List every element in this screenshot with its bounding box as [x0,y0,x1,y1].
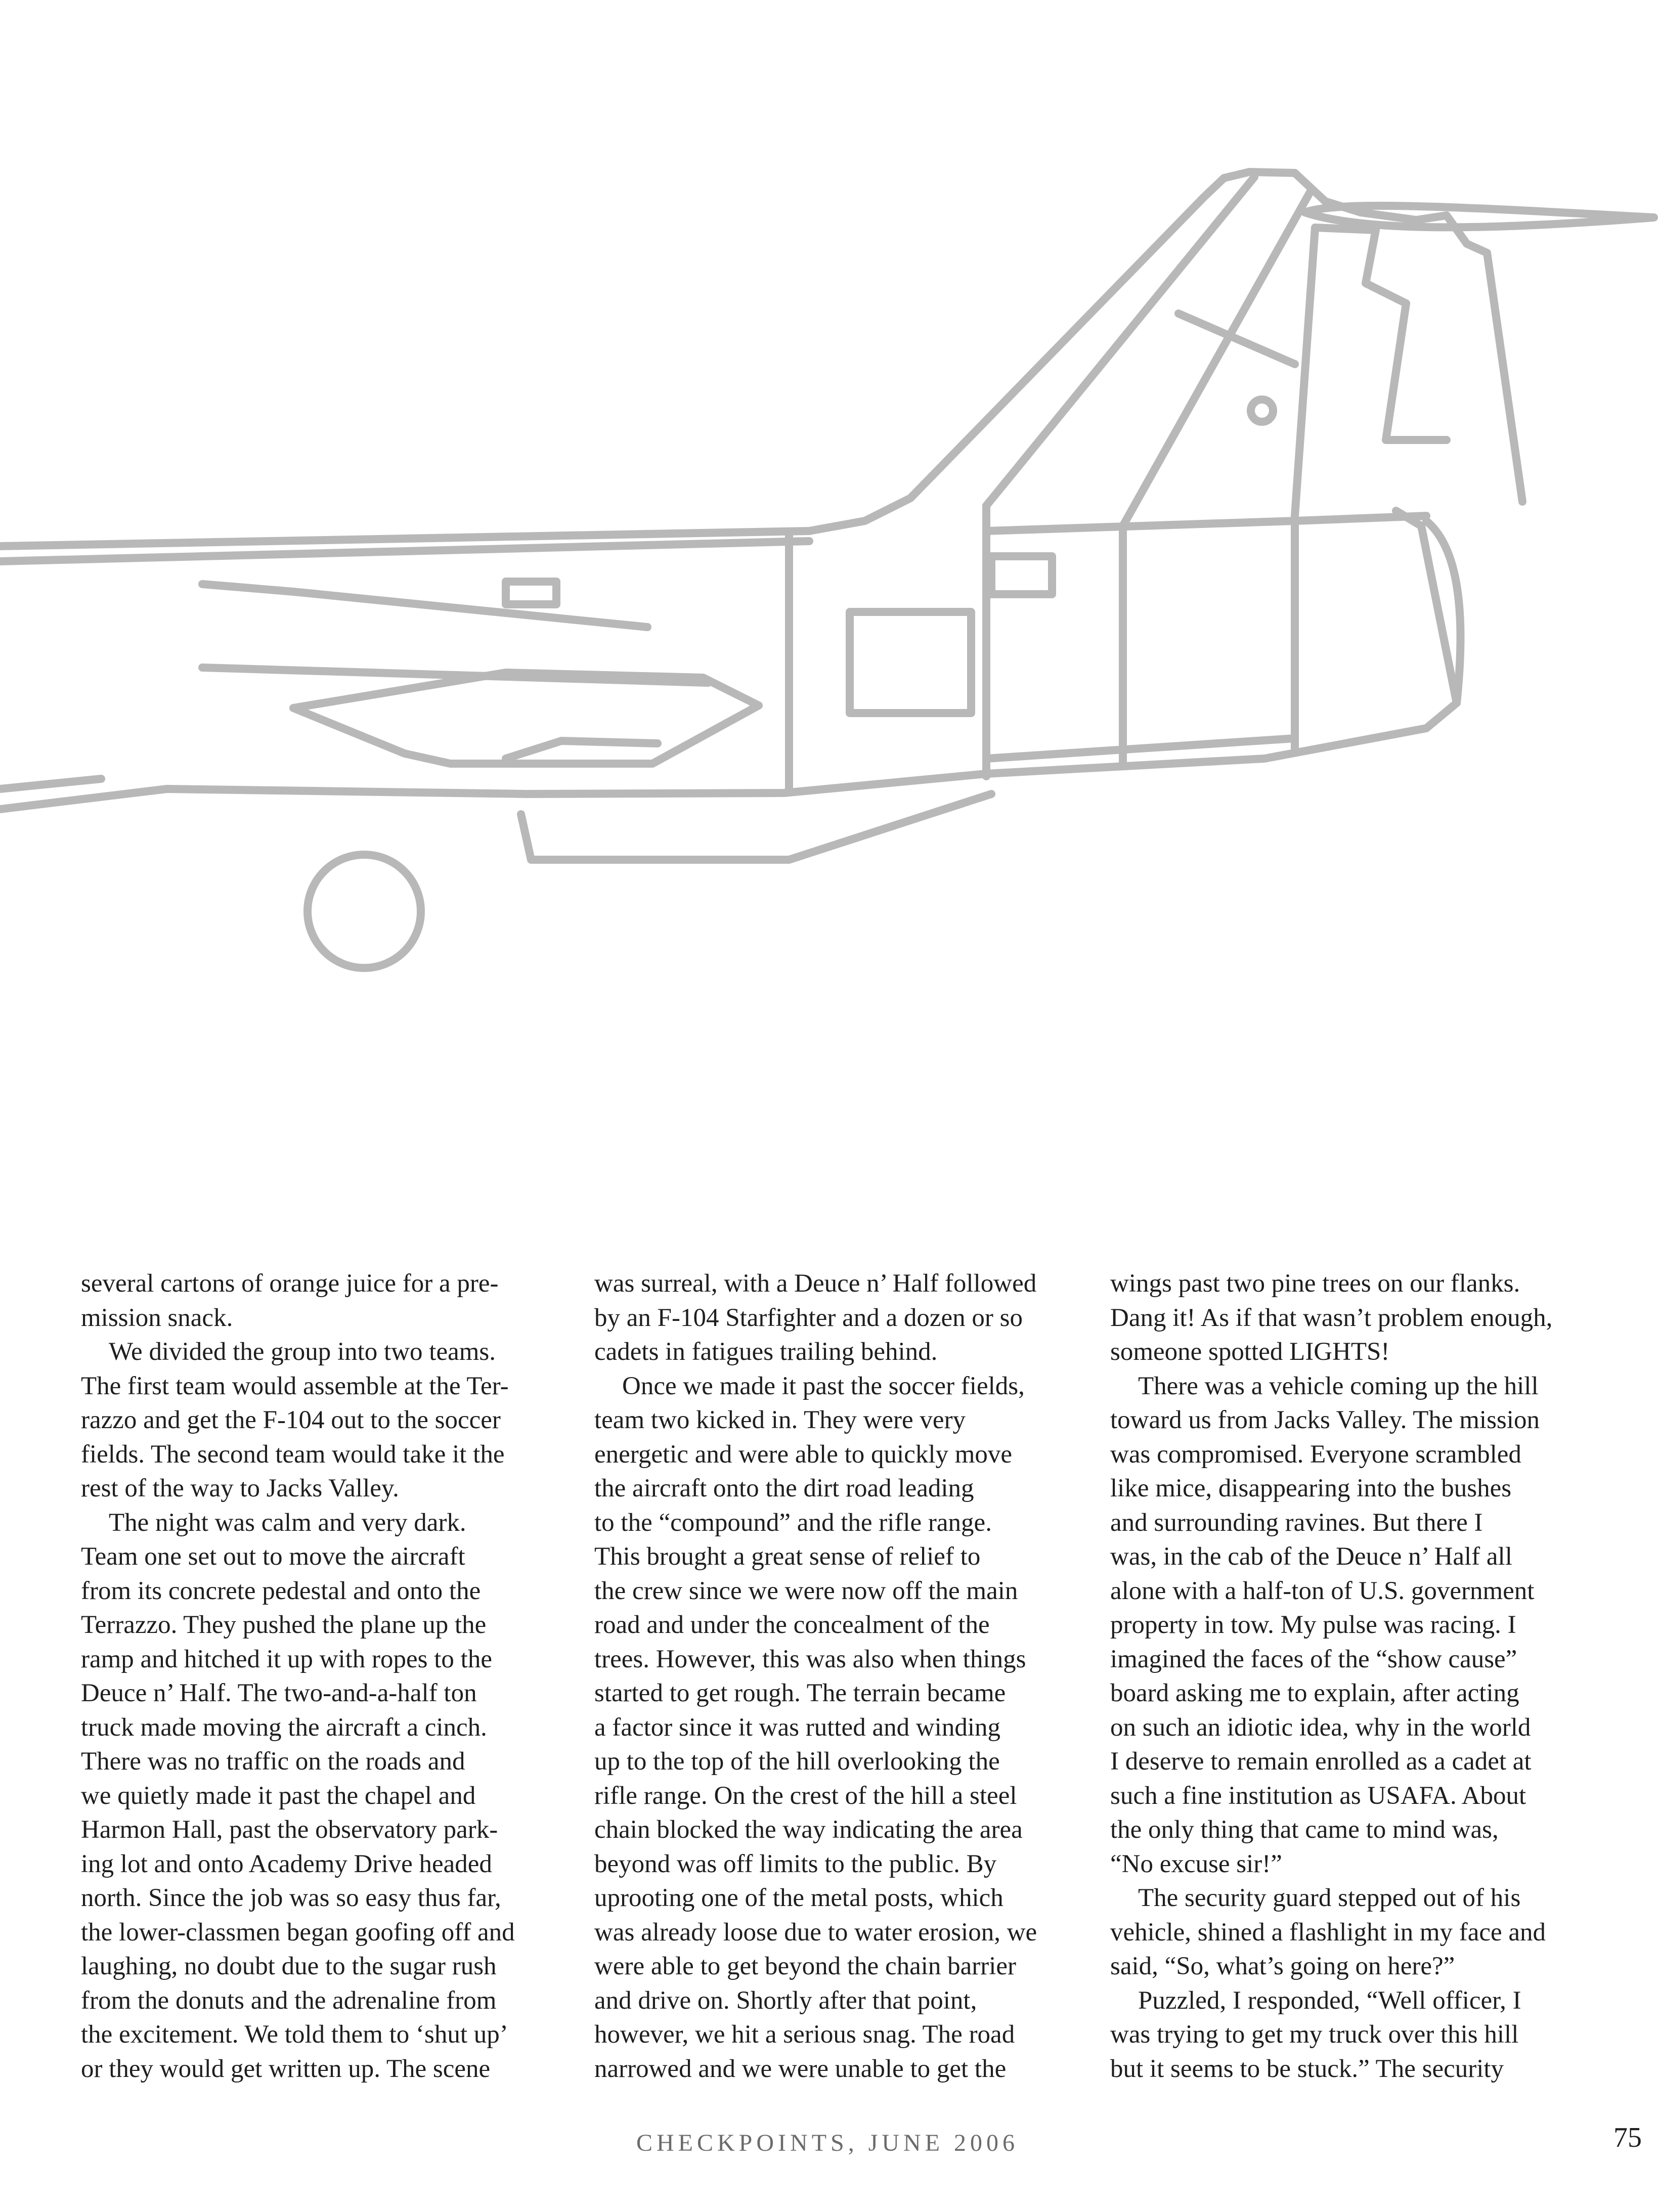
text-line: beyond was off limits to the public. By [594,1849,997,1878]
text-line: was compromised. Everyone scrambled [1110,1440,1521,1469]
text-line: There was no traffic on the roads and [81,1747,465,1776]
text-line: by an F-104 Starfighter and a dozen or so [594,1303,1023,1332]
text-line: “No excuse sir!” [1110,1849,1282,1878]
text-line: road and under the concealment of the [594,1611,990,1639]
text-line: toward us from Jacks Valley. The mission [1110,1406,1540,1434]
text-line: energetic and were able to quickly move [594,1440,1013,1469]
horizontal-stabilizer [1305,206,1654,228]
text-line: uprooting one of the metal posts, which [594,1884,1003,1912]
access-hatch-2 [991,556,1052,594]
text-line: was trying to get my truck over this hill [1110,2020,1519,2049]
text-line: up to the top of the hill overlooking the [594,1747,1000,1776]
text-line: a factor since it was rutted and winding [594,1713,1001,1742]
text-line: ing lot and onto Academy Drive headed [81,1849,492,1878]
text-line: truck made moving the aircraft a cinch. [81,1713,487,1742]
text-line: razzo and get the F-104 out to the soccer [81,1406,501,1434]
text-line: but it seems to be stuck.” The security [1110,2054,1504,2083]
text-line: mission snack. [81,1303,233,1332]
text-line: wings past two pine trees on our flanks. [1110,1269,1520,1298]
text-line: chain blocked the way indicating the area [594,1816,1023,1844]
exhaust-nozzle [1426,521,1461,703]
text-line: The security guard stepped out of his [1138,1884,1521,1912]
fin-line-1 [986,177,1254,506]
text-line: was, in the cab of the Deuce n’ Half all [1110,1542,1512,1571]
text-line: north. Since the job was so easy thus far, [81,1884,501,1912]
text-line: The night was calm and very dark. [109,1508,466,1537]
text-line: such a fine institution as USAFA. About [1110,1781,1526,1810]
text-line: laughing, no doubt due to the sugar rush [81,1952,497,1980]
text-line: rifle range. On the crest of the hill a steel [594,1781,1017,1810]
text-line: board asking me to explain, after acting [1110,1679,1519,1707]
text-line: to the “compound” and the rifle range. [594,1508,992,1537]
text-line: and surrounding ravines. But there I [1110,1508,1483,1537]
text-line: There was a vehicle coming up the hill [1138,1372,1539,1400]
text-line: narrowed and we were unable to get the [594,2054,1007,2083]
text-line: property in tow. My pulse was racing. I [1110,1611,1516,1639]
text-line: several cartons of orange juice for a pre- [81,1269,499,1298]
fin-line-4 [1386,303,1447,440]
text-line: Deuce n’ Half. The two-and-a-half ton [81,1679,477,1707]
page-number: 75 [1613,2122,1642,2153]
footer-publication: CHECKPOINTS, JUNE 2006 [636,2130,1019,2156]
text-line: however, we hit a serious snag. The road [594,2020,1015,2049]
text-line: the crew since we were now off the main [594,1576,1018,1605]
article-column-2 [594,1267,1060,2086]
text-line: the aircraft onto the dirt road leading [594,1474,974,1502]
gear-door [521,794,991,860]
text-line: Once we made it past the soccer fields, [622,1372,1025,1400]
article-column-3 [1110,1267,1576,2086]
text-line: from the donuts and the adrenaline from [81,1986,497,2015]
text-line: said, “So, what’s going on here?” [1110,1952,1455,1980]
access-hatch-1 [850,612,971,713]
text-line: vehicle, shined a flashlight in my face and [1110,1918,1546,1946]
text-line: Terrazzo. They pushed the plane up the [81,1611,487,1639]
text-line: on such an idiotic idea, why in the world [1110,1713,1531,1742]
text-line: Harmon Hall, past the observatory park- [81,1816,498,1844]
fin-line-3 [1295,228,1406,516]
text-line: This brought a great sense of relief to [594,1542,981,1571]
fin-marker [1251,400,1273,422]
text-line: like mice, disappearing into the bushes [1110,1474,1512,1502]
article-column-1 [81,1267,546,2086]
text-line: from its concrete pedestal and onto the [81,1576,481,1605]
panel-line-mid [202,584,647,627]
text-line: alone with a half-ton of U.S. government [1110,1576,1535,1605]
main-wheel [308,855,421,968]
text-line: we quietly made it past the chapel and [81,1781,476,1810]
aft-panel-horizontal [986,516,1426,531]
text-line: We divided the group into two teams. [109,1338,496,1366]
text-line: ramp and hitched it up with ropes to the [81,1645,492,1673]
text-line: started to get rough. The terrain became [594,1679,1006,1707]
wing-fairing-inner [506,741,658,759]
text-line: cadets in fatigues trailing behind. [594,1338,938,1366]
text-line: fields. The second team would take it the [81,1440,505,1469]
intake-line [0,779,101,789]
text-line: trees. However, this was also when things [594,1645,1026,1673]
text-line: the lower-classmen began goofing off and [81,1918,515,1946]
text-line: was already loose due to water erosion, we [594,1918,1037,1946]
text-line: were able to get beyond the chain barrier [594,1952,1017,1980]
text-line: was surreal, with a Deuce n’ Half followed [594,1269,1037,1298]
text-line: or they would get written up. The scene [81,2054,491,2083]
text-line: and drive on. Shortly after that point, [594,1986,977,2015]
text-line: The first team would assemble at the Ter- [81,1372,509,1400]
text-line: the only thing that came to mind was, [1110,1816,1499,1844]
text-line: someone spotted LIGHTS! [1110,1338,1390,1366]
text-line: Puzzled, I responded, “Well officer, I [1138,1986,1521,2015]
text-line: Team one set out to move the aircraft [81,1542,465,1571]
text-line: imagined the faces of the “show cause” [1110,1645,1517,1673]
text-line: rest of the way to Jacks Valley. [81,1474,399,1502]
text-line: Dang it! As if that wasn’t problem enough, [1110,1303,1553,1332]
text-line: team two kicked in. They were very [594,1406,966,1434]
access-hatch-3 [506,582,556,604]
text-line: I deserve to remain enrolled as a cadet at [1110,1747,1532,1776]
text-line: the excitement. We told them to ‘shut up’ [81,2020,508,2049]
